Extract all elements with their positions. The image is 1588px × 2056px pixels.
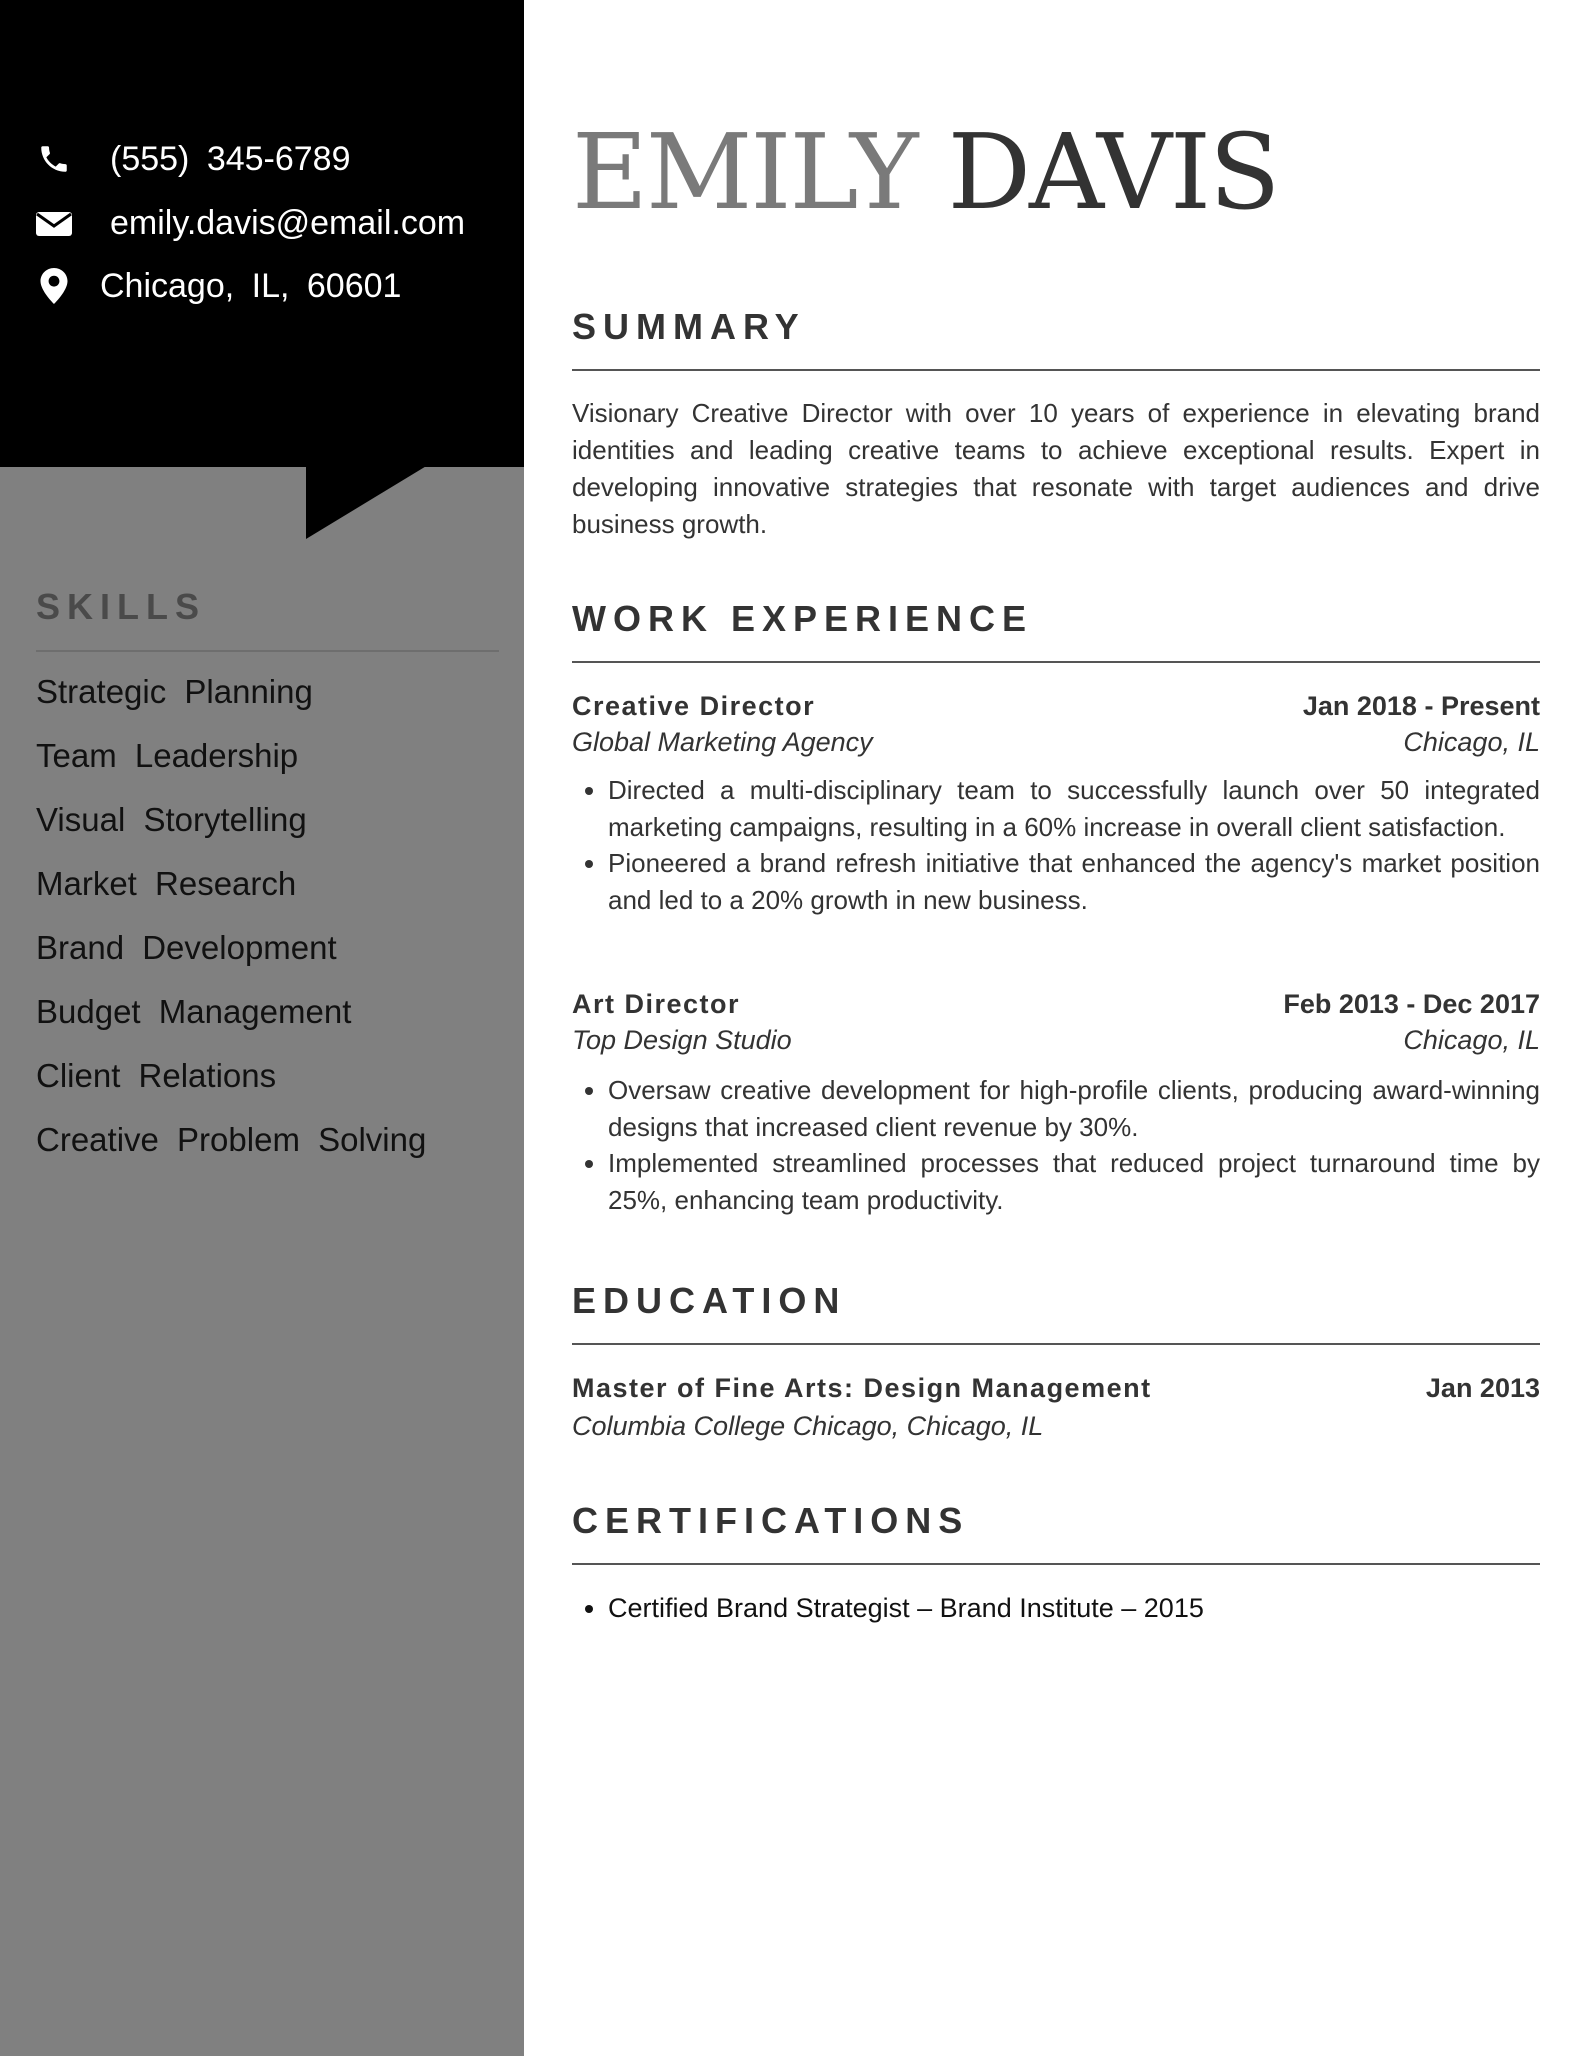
skills-list <box>36 668 426 1180</box>
certifications-divider <box>572 1563 1540 1565</box>
job-company: Global Marketing Agency <box>572 727 873 757</box>
job-title: Creative Director <box>572 691 816 721</box>
skill-item: Visual Storytelling <box>36 801 307 838</box>
candidate-name <box>572 112 1278 232</box>
location-text: Chicago, IL, 60601 <box>100 266 402 305</box>
skill-item: Team Leadership <box>36 737 299 774</box>
first-name: EMILY <box>572 111 917 233</box>
education-school: Columbia College Chicago, Chicago, IL <box>572 1411 1044 1441</box>
job-bullets <box>572 1072 1540 1218</box>
job-bullet: • Directed a multi-disciplinary team to successfully launch over 50 integrated marketing campaigns, resulting in a 60% increase in overall client satisfaction. <box>608 772 1540 845</box>
experience-divider <box>572 661 1540 663</box>
education-subheader <box>572 1408 1540 1444</box>
envelope-icon <box>36 205 72 241</box>
certifications-heading: CERTIFICATIONS <box>572 1500 970 1541</box>
education-heading: EDUCATION <box>572 1280 847 1321</box>
skill-item: Strategic Planning <box>36 673 313 710</box>
contact-email <box>36 203 465 243</box>
skill-item: Client Relations <box>36 1057 277 1094</box>
skill-item: Market Research <box>36 865 297 902</box>
contact-location <box>36 266 401 306</box>
certifications-list <box>572 1590 1204 1626</box>
email-text: emily.davis@email.com <box>110 203 466 242</box>
contact-pointer <box>306 465 428 539</box>
education-degree: Master of Fine Arts: Design Management <box>572 1373 1152 1403</box>
job-company: Top Design Studio <box>572 1025 792 1055</box>
education-header <box>572 1370 1540 1406</box>
job-bullet: • Pioneered a brand refresh initiative that enhanced the agency's market position and led to a 20% growth in new business. <box>608 845 1540 918</box>
job-bullet: • Implemented streamlined processes that reduced project turnaround time by 25%, enhancing team productivity. <box>608 1145 1540 1218</box>
job-dates: Jan 2018 - Present <box>1302 691 1540 721</box>
job-bullet: • Oversaw creative development for high-profile clients, producing award-winning designs that increased client revenue by 30%. <box>608 1072 1540 1145</box>
experience-heading: WORK EXPERIENCE <box>572 598 1034 639</box>
summary-heading: SUMMARY <box>572 306 806 347</box>
skill-item: Creative Problem Solving <box>36 1121 427 1158</box>
map-pin-icon <box>36 268 72 304</box>
job-subheader <box>572 724 1540 760</box>
job-dates: Feb 2013 - Dec 2017 <box>1283 989 1540 1019</box>
certification-item: • Certified Brand Strategist – Brand Institute – 2015 <box>608 1590 1204 1626</box>
skills-divider <box>36 650 499 652</box>
education-divider <box>572 1343 1540 1345</box>
job-header <box>572 688 1540 724</box>
skill-item: Brand Development <box>36 929 337 966</box>
contact-phone <box>36 139 351 179</box>
phone-text: (555) 345-6789 <box>110 139 351 178</box>
last-name: DAVIS <box>947 111 1279 233</box>
skills-heading: SKILLS <box>36 586 207 627</box>
education-date: Jan 2013 <box>1425 1373 1540 1403</box>
phone-icon <box>36 141 72 177</box>
job-title: Art Director <box>572 989 741 1019</box>
summary-divider <box>572 369 1540 371</box>
job-bullets <box>572 772 1540 918</box>
summary-text: Visionary Creative Director with over 10 years of experience in elevating brand identities and leading creative teams to achieve exceptional results. Expert in developing innovative strategies that resonate with target audiences and drive business growth. <box>572 398 1540 539</box>
contact-block <box>0 0 524 467</box>
skill-item: Budget Management <box>36 993 352 1030</box>
job-subheader <box>572 1022 1540 1058</box>
job-location: Chicago, IL <box>1403 727 1540 757</box>
sidebar <box>0 0 524 2056</box>
job-location: Chicago, IL <box>1403 1025 1540 1055</box>
job-header <box>572 986 1540 1022</box>
